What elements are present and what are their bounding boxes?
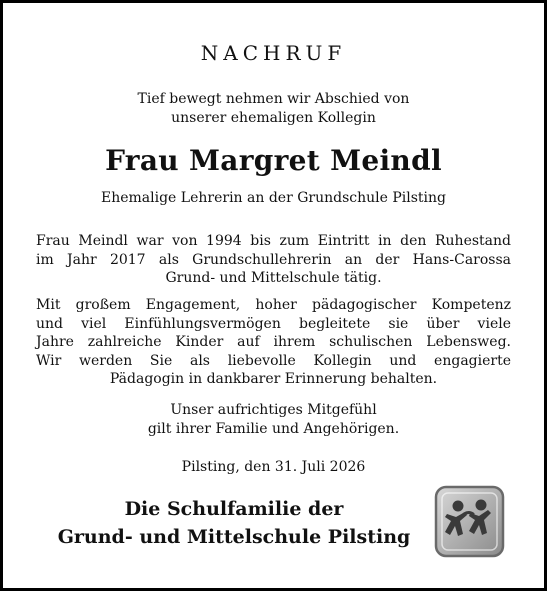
condolence-text: [3, 401, 544, 438]
condolence-line: gilt ihrer Familie und Angehörigen.: [147, 420, 400, 437]
intro-line: unserer ehemaligen Kollegin: [171, 110, 376, 126]
deceased-name: Frau Margret Meindl: [105, 144, 442, 177]
paragraph-line: Mit großem Engagement, hoher pädagogischer Kompetenz: [36, 297, 511, 313]
paragraph-line: und viel Einfühlungsvermögen begleitete sie über viele: [36, 315, 511, 332]
paragraph-tribute: [36, 296, 511, 389]
intro-line: Tief bewegt nehmen wir Abschied von: [137, 91, 410, 107]
paragraph-line: Wir werden Sie als liebevolle Kollegin und engagierte: [36, 352, 511, 369]
notice-heading: NACHRUF: [200, 41, 347, 65]
paragraph-line: Jahre zahlreiche Kinder auf ihrem schulischen Lebensweg.: [36, 334, 511, 350]
condolence-line: Unser aufrichtiges Mitgefühl: [170, 402, 377, 418]
paragraph-line: Pädagogin in dankbarer Erinnerung behalten.: [109, 371, 438, 387]
signature: [28, 495, 440, 551]
paragraph-line: im Jahr 2017 als Grundschullehrerin an der Hans-Carossa: [36, 251, 511, 268]
paragraph-line: Grund- und Mittelschule tätig.: [165, 270, 382, 286]
signature-line: Grund- und Mittelschule Pilsting: [57, 526, 411, 548]
place-and-date: Pilsting, den 31. Juli 2026: [181, 459, 366, 475]
paragraph-career: [36, 232, 511, 288]
intro-text: [3, 90, 544, 128]
school-children-logo-icon: [433, 484, 506, 559]
signature-line: Die Schulfamilie der: [124, 498, 344, 520]
paragraph-line: Frau Meindl war von 1994 bis zum Eintritt in den Ruhestand: [36, 233, 511, 249]
deceased-role: Ehemalige Lehrerin an der Grundschule Pilsting: [101, 190, 446, 206]
